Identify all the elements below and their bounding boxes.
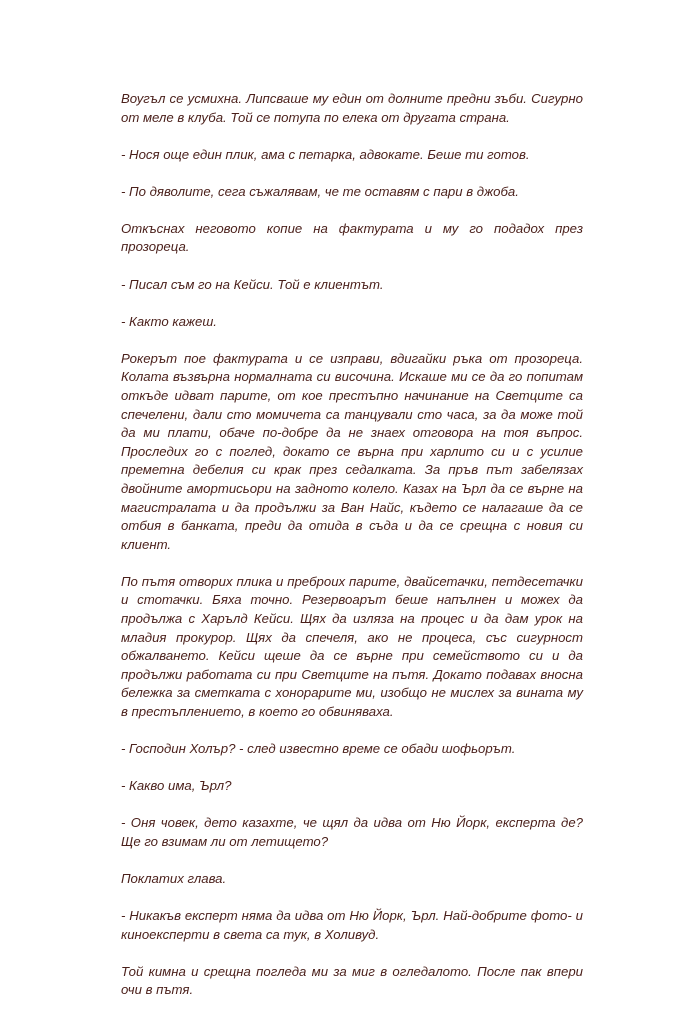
paragraph-13: - Никакъв експерт няма да идва от Ню Йорк, Ърл. Най-добрите фото- и киноексперти в света са тук, в Холивуд. [121,908,583,942]
paragraph-1: Воугъл се усмихна. Липсваше му един от долните предни зъби. Сигурно от меле в клуба. Той се потупа по елека от другата страна. [121,91,583,125]
paragraph-14: Той кимна и срещна погледа ми за миг в огледалото. После пак впери очи в пътя. [121,963,583,998]
paragraph-8: По пътя отворих плика и преброих парите, двайсетачки, петдесетачки и стотачки. Бяха точно. Резервоарът беше напълнен и можех да продължа с Харълд Кейси. Щях да изляза на процес и да дам урок на младия прокурор. Щях да спечеля, ако не процеса, със сигурност обжалването. Кейси щеше да се върне при семейството си и да продължи работата си при Светците на пътя. Докато подавах вносна бележка за сметката с хонорарите ми, изобщо не мислех за вината му в престъплението, в което го обвиняваха. [121,573,583,719]
paragraph-7: Рокерът пое фактурата и се изправи, вдигайки ръка от прозореца. Колата възвърна нормалната си височина. Искаше ми се да го попитам откъде идват парите, от кое престъпно начинание на Светците са спечелени, дали сто момичета са танцували сто часа, за да може той да ми плати, обаче по-добре да не знаех отговора на тоя въпрос. Проследих го с поглед, докато се върна при харлито си и с усилие преметна дебелия си крак през седалката. За пръв път забелязах двойните амортисьори на задното колело. Казах на Ърл да се върне на магистралата и да продължи за Ван Найс, където се налагаше да се отбия в банката, преди да отида в съда и да се срещна с новия си клиент. [121,350,583,552]
body-text [121,90,583,1018]
paragraph-3: - По дяволите, сега съжалявам, че те оставям с пари в джоба. [121,183,519,199]
paragraph-12: Поклатих глава. [121,870,227,886]
paragraph-4: Откъснах неговото копие на фактурата и му го подадох през прозореца. [121,220,583,255]
paragraph-5: - Писал съм го на Кейси. Той е клиентът. [121,276,384,292]
paragraph-2: - Нося още един плик, ама с петарка, адвокате. Беше ти готов. [121,146,530,162]
paragraph-10: - Какво има, Ърл? [121,778,232,794]
paragraph-11: - Оня човек, дето казахте, че щял да идва от Ню Йорк, експерта де? Ще го взимам ли от летището? [121,815,583,849]
paragraph-6: - Както кажеш. [121,313,217,329]
paragraph-9: - Господин Холър? - след известно време се обади шофьорът. [121,741,516,757]
